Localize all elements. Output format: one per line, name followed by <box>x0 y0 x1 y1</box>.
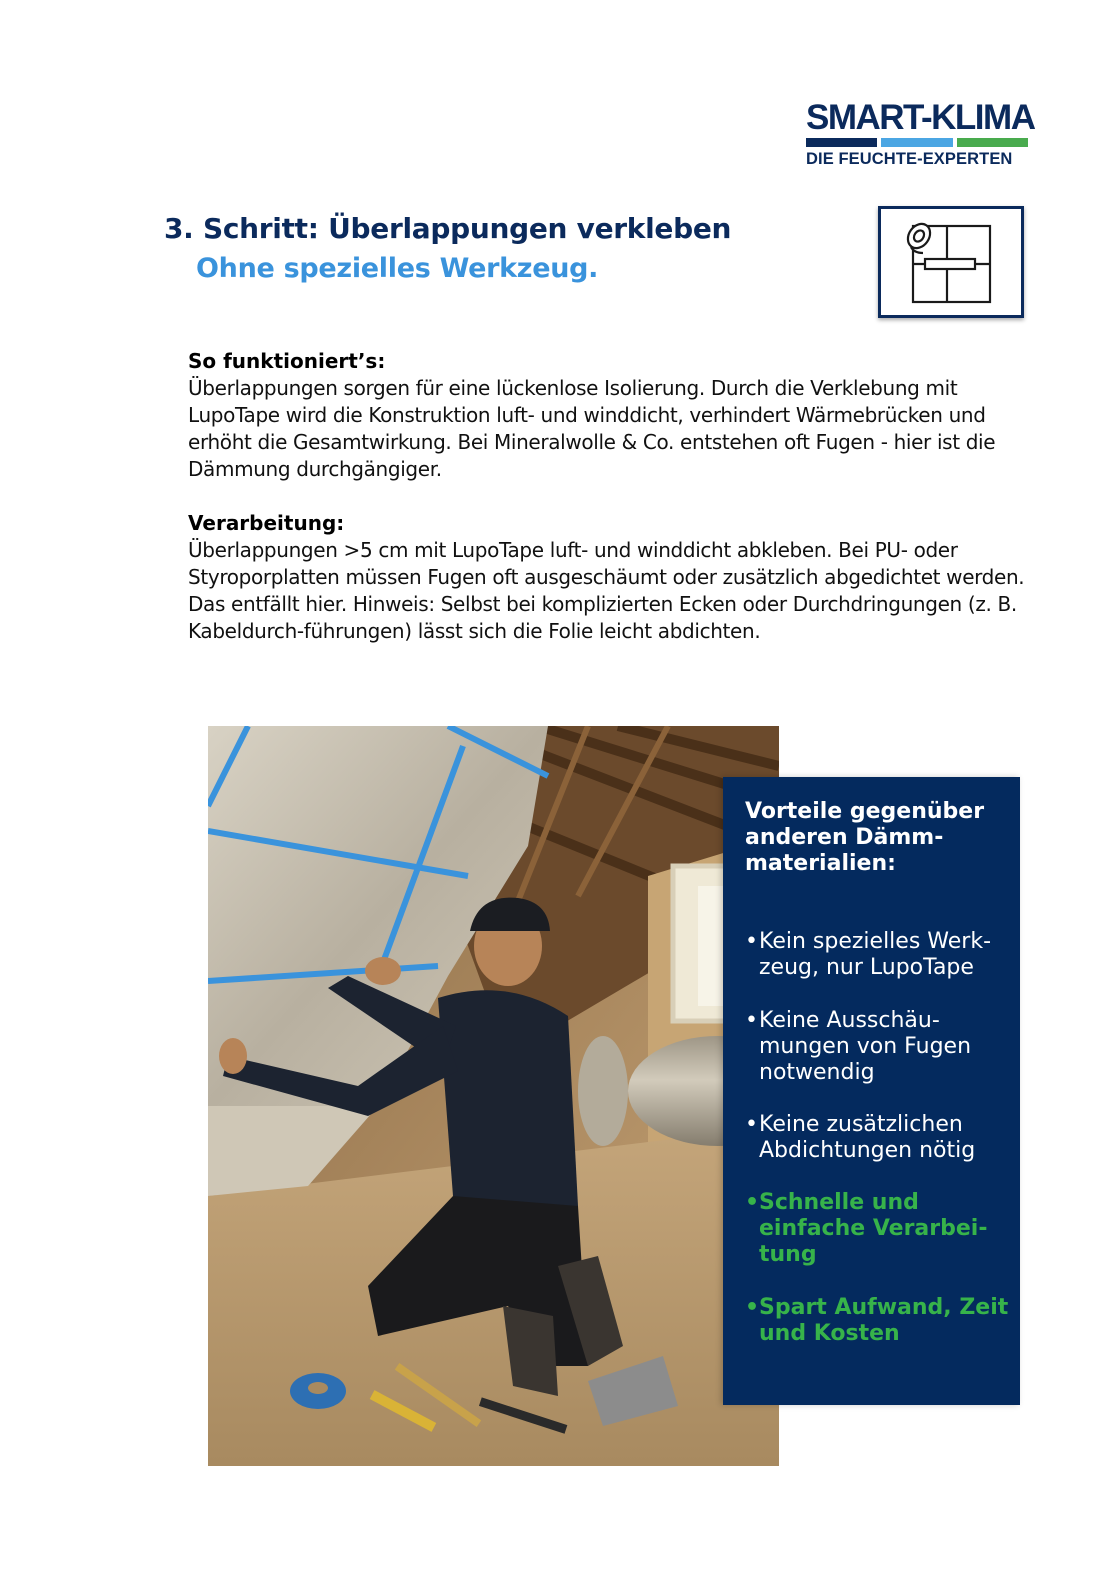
step-title: 3. Schritt: Überlappungen verkleben <box>164 212 732 245</box>
step-subtitle: Ohne spezielles Werkzeug. <box>196 253 599 284</box>
processing-section <box>188 510 1048 645</box>
company-logo <box>806 98 1035 169</box>
benefit-item: •Keine Ausschäu-mungen von Fugen notwendig <box>745 1008 972 1085</box>
logo-wordmark: SMART-KLIMA <box>806 98 1035 137</box>
benefit-item: •Kein spezielles Werk-zeug, nur LupoTape <box>745 929 992 980</box>
logo-color-bars <box>806 138 1028 147</box>
attic-insulation-photo <box>208 726 779 1466</box>
logo-tagline: DIE FEUCHTE-EXPERTEN <box>806 150 1013 168</box>
logo-bar-green <box>957 138 1028 147</box>
benefit-item-highlight: •Spart Aufwand, Zeit und Kosten <box>745 1295 1009 1346</box>
benefit-item-highlight: •Schnelle und einfache Verarbei-tung <box>745 1190 988 1267</box>
benefit-item: •Keine zusätzlichen Abdichtungen nötig <box>745 1112 976 1163</box>
how-it-works-heading: So funktioniert’s: <box>188 349 386 373</box>
tape-roll-panels-icon <box>878 206 1024 318</box>
benefits-panel <box>723 777 1020 1405</box>
logo-bar-blue <box>881 138 952 147</box>
how-it-works-section <box>188 348 1048 483</box>
processing-heading: Verarbeitung: <box>188 511 345 535</box>
logo-bar-navy <box>806 138 877 147</box>
how-it-works-text: Überlappungen sorgen für eine lückenlose Isolierung. Durch die Verklebung mit LupoTape wird die Konstruktion luft- und winddicht, verhindert Wärmebrücken und erhöht die Gesamtwirkung. Bei Mineralwolle & Co. entstehen oft Fugen - hier ist die Dämmung durchgängiger. <box>188 376 996 481</box>
processing-text: Überlappungen >5 cm mit LupoTape luft- und winddicht abkleben. Bei PU- oder Styroporplatten müssen Fugen oft ausgeschäumt oder zusätzlich abgedichtet werden. Das entfällt hier. Hinweis: Selbst bei komplizierten Ecken oder Durchdringungen (z. B. Kabeldurch-führungen) lässt sich die Folie leicht abdichten. <box>188 538 1025 643</box>
benefits-title: Vorteile gegenüber anderen Dämm-materialien: <box>745 799 985 876</box>
